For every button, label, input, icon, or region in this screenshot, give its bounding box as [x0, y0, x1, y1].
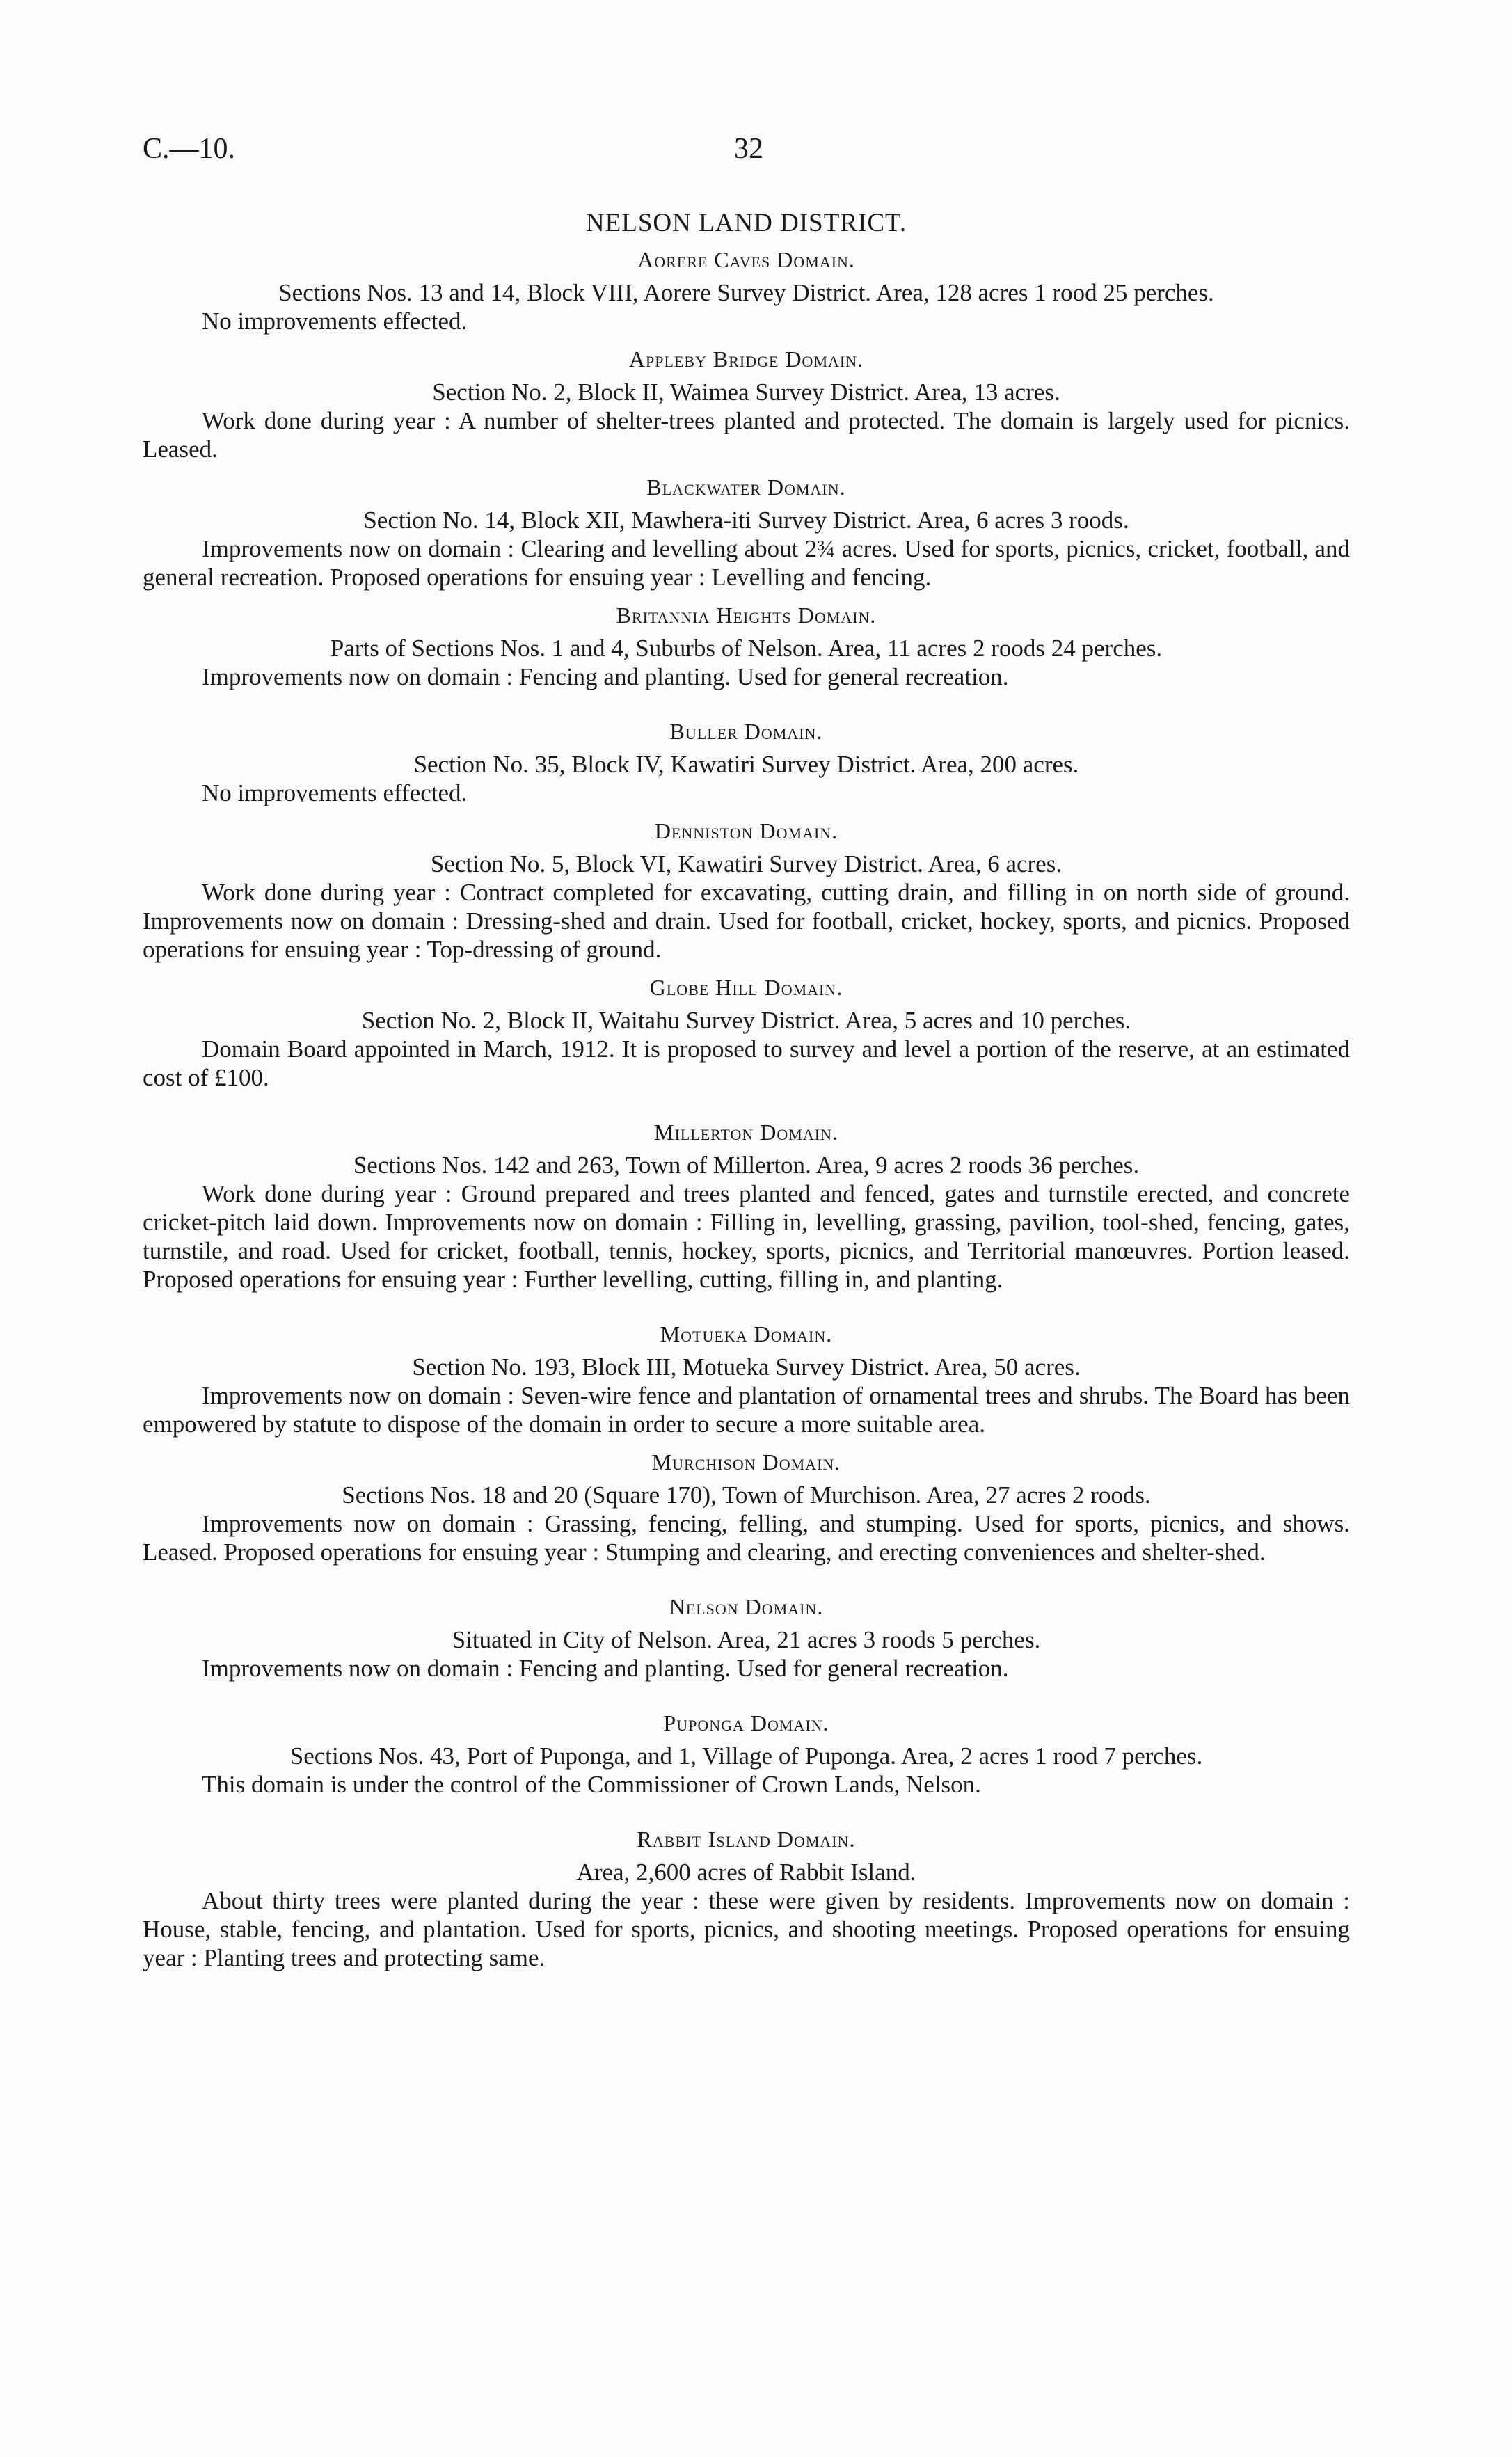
- domain-location: Section No. 193, Block III, Motueka Survey District. Area, 50 acres.: [412, 1353, 1081, 1381]
- domain-description: About thirty trees were planted during the year : these were given by residents. Improvements now on domain : House, stable, fencing, and plantation. Used for sports, picnics, and shooting meetings. Proposed operations for ensuing year : Planting trees and protecting same.: [143, 1887, 1350, 1971]
- domain-title: Nelson Domain.: [669, 1594, 824, 1619]
- domain-location: Section No. 14, Block XII, Mawhera-iti Survey District. Area, 6 acres 3 roods.: [363, 507, 1129, 534]
- domain-location: Sections Nos. 18 and 20 (Square 170), Town of Murchison. Area, 27 acres 2 roods.: [342, 1481, 1151, 1509]
- spacer: [143, 1692, 1350, 1703]
- domain-location: Parts of Sections Nos. 1 and 4, Suburbs of Nelson. Area, 11 acres 2 roods 24 perches.: [330, 635, 1163, 662]
- domain-location: Sections Nos. 142 and 263, Town of Millerton. Area, 9 acres 2 roods 36 perches.: [353, 1152, 1140, 1179]
- domain-location: Section No. 2, Block II, Waimea Survey District. Area, 13 acres.: [432, 379, 1060, 406]
- spacer: [143, 1303, 1350, 1314]
- domain-description: Improvements now on domain : Clearing and levelling about 2¾ acres. Used for sports, picnics, cricket, football, and general recreation. Proposed operations for ensuing year : Levelling and fencing.: [143, 535, 1350, 591]
- domain-section: [143, 1709, 1350, 1799]
- domain-description: No improvements effected.: [202, 779, 468, 806]
- domain-description: No improvements effected.: [202, 308, 468, 335]
- domain-description: This domain is under the control of the Commissioner of Crown Lands, Nelson.: [202, 1771, 981, 1798]
- domain-section: [143, 601, 1350, 691]
- spacer: [143, 1102, 1350, 1113]
- domain-title: Globe Hill Domain.: [649, 975, 843, 1000]
- domain-section: [143, 1118, 1350, 1294]
- domain-title: Puponga Domain.: [663, 1710, 829, 1735]
- spacer: [143, 1576, 1350, 1587]
- domain-description: Domain Board appointed in March, 1912. It is proposed to survey and level a portion of the reserve, at an estimated cost of £100.: [143, 1035, 1350, 1091]
- page-header: [143, 132, 1381, 174]
- domain-title: Britannia Heights Domain.: [616, 603, 877, 628]
- domain-section: [143, 1593, 1350, 1683]
- domain-title: Appleby Bridge Domain.: [628, 347, 864, 372]
- domain-section: [143, 345, 1350, 463]
- domain-location: Section No. 35, Block IV, Kawatiri Survey District. Area, 200 acres.: [413, 751, 1079, 778]
- domain-location: Sections Nos. 13 and 14, Block VIII, Aorere Survey District. Area, 128 acres 1 rood 25 perches.: [278, 279, 1214, 306]
- domain-title: Rabbit Island Domain.: [637, 1827, 856, 1852]
- domain-description: Improvements now on domain : Fencing and planting. Used for general recreation.: [202, 663, 1009, 690]
- domain-section: [143, 717, 1350, 807]
- domain-section: [143, 1320, 1350, 1438]
- domain-description: Work done during year : A number of shelter-trees planted and protected. The domain is largely used for picnics. Leased.: [143, 407, 1350, 463]
- domain-description: Work done during year : Contract completed for excavating, cutting drain, and filling in on north side of ground. Improvements now on domain : Dressing-shed and drain. Used for football, cricket, hockey, sports, and picnics. Proposed operations for ensuing year : Top-dressing of ground.: [143, 879, 1350, 963]
- domain-title: Murchison Domain.: [651, 1449, 841, 1474]
- page-number: 32: [734, 133, 763, 165]
- domain-description: Improvements now on domain : Fencing and planting. Used for general recreation.: [202, 1655, 1009, 1682]
- domain-title: Motueka Domain.: [660, 1321, 833, 1346]
- domain-section: [143, 473, 1350, 591]
- domain-section: [143, 973, 1350, 1092]
- domain-title: Buller Domain.: [669, 719, 823, 744]
- spacer: [143, 701, 1350, 712]
- page-content: [143, 209, 1350, 1982]
- domain-location: Area, 2,600 acres of Rabbit Island.: [576, 1859, 916, 1886]
- spacer: [143, 1808, 1350, 1820]
- domain-title: Denniston Domain.: [654, 818, 838, 843]
- domain-description: Improvements now on domain : Seven-wire fence and plantation of ornamental trees and shrubs. The Board has been empowered by statute to dispose of the domain in order to secure a more suitable area.: [143, 1382, 1350, 1438]
- domain-section: [143, 1825, 1350, 1972]
- document-code: C.—10.: [143, 133, 236, 165]
- domain-location: Sections Nos. 43, Port of Puponga, and 1, Village of Puponga. Area, 2 acres 1 rood 7 perches.: [289, 1742, 1203, 1770]
- district-title: NELSON LAND DISTRICT.: [585, 209, 907, 237]
- domain-section: [143, 1448, 1350, 1566]
- domain-title: Millerton Domain.: [654, 1120, 838, 1145]
- domain-location: Section No. 2, Block II, Waitahu Survey District. Area, 5 acres and 10 perches.: [361, 1007, 1131, 1034]
- domain-location: Situated in City of Nelson. Area, 21 acres 3 roods 5 perches.: [452, 1626, 1041, 1653]
- domain-title: Blackwater Domain.: [646, 475, 846, 500]
- domain-section: [143, 817, 1350, 964]
- domain-description: Work done during year : Ground prepared and trees planted and fenced, gates and turnstile erected, and concrete cricket-pitch laid down. Improvements now on domain : Filling in, levelling, grassing, pavilion, tool-shed, fencing, gates, turnstile, and road. Used for cricket, football, tennis, hockey, sports, picnics, and Territorial manœuvres. Portion leased. Proposed operations for ensuing year : Further levelling, cutting, filling in, and planting.: [143, 1180, 1350, 1293]
- domain-section: [143, 246, 1350, 335]
- domain-location: Section No. 5, Block VI, Kawatiri Survey District. Area, 6 acres.: [430, 850, 1063, 877]
- domain-title: Aorere Caves Domain.: [637, 247, 855, 272]
- domain-description: Improvements now on domain : Grassing, fencing, felling, and stumping. Used for sports, picnics, and shows. Leased. Proposed operations for ensuing year : Stumping and clearing, and erecting conveniences and shelter-shed.: [143, 1510, 1350, 1566]
